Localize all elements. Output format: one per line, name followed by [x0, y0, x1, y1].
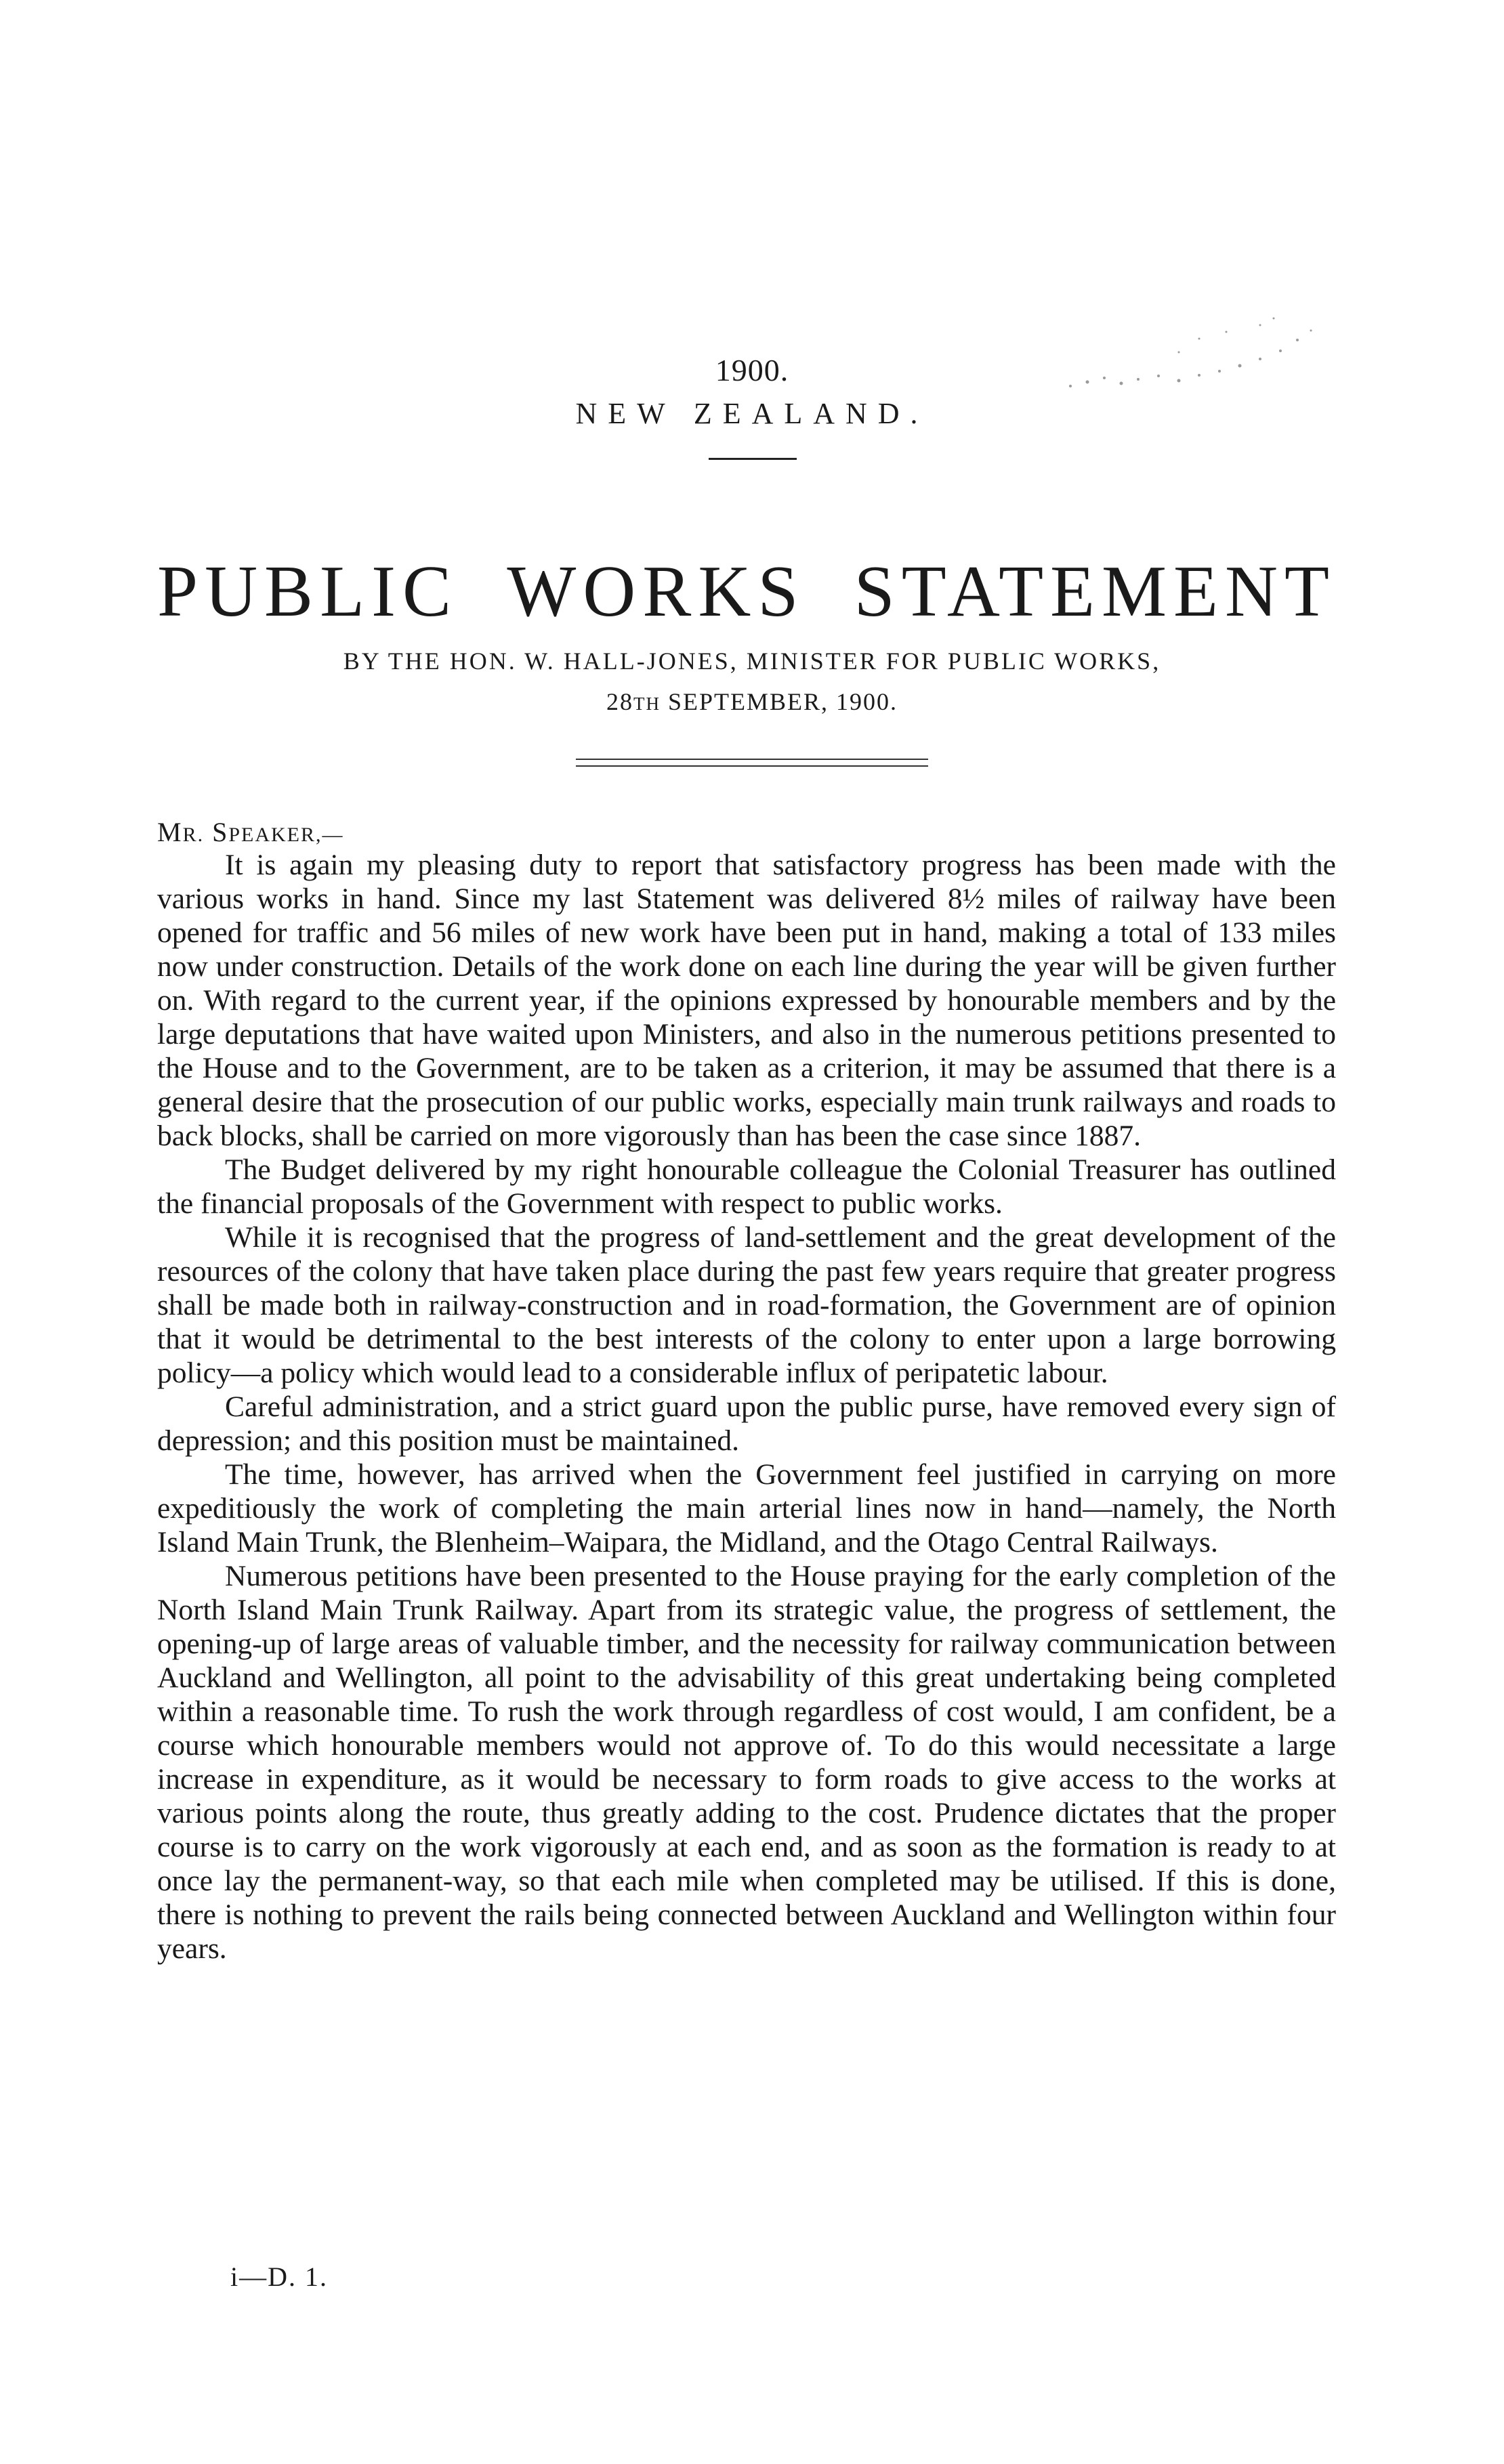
country-heading: NEW ZEALAND.	[575, 397, 929, 430]
document-year: 1900.	[715, 353, 789, 387]
title-word-public: PUBLIC	[157, 551, 459, 632]
statement-body	[157, 848, 1336, 1966]
main-title	[157, 551, 1336, 632]
date-suffix: TH	[633, 694, 661, 714]
dateline	[0, 687, 1504, 716]
section-divider	[576, 759, 928, 767]
salutation-m: M	[157, 817, 183, 847]
paragraph: Numerous petitions have been presented to the House praying for the early completion of the North Island Main Trunk Railway. Apart from its strategic value, the progress of settlement, the opening-up of large areas of valuable timber, and the necessity for railway communication between Auckland and Wellington, all point to the advisability of this great undertaking being completed within a reasonable time. To rush the work through regardless of cost would, I am confident, be a course which honourable members would not approve of. To do this would necessitate a large increase in expenditure, as it would be necessary to form roads to give access to the works at various points along the route, thus greatly adding to the cost. Prudence dictates that the proper course is to carry on the work vigorously at each end, and as soon as the formation is ready to at once lay the permanent-way, so that each mile when completed may be utilised. If this is done, there is nothing to prevent the rails being connected between Auckland and Wellington within four years.	[157, 1560, 1336, 1965]
salutation-r: R.	[182, 824, 205, 846]
paragraph: The Budget delivered by my right honourable colleague the Colonial Treasurer has outlined the financial proposals of the Government with respect to public works.	[157, 1153, 1336, 1220]
salutation-s: S	[212, 817, 229, 847]
salutation	[157, 816, 344, 848]
paragraph: The time, however, has arrived when the Government feel justified in carrying on more expeditiously the work of completing the main arterial lines now in hand—namely, the North Island Main Trunk, the Blenheim–Waipara, the Midland, and the Otago Central Railways.	[157, 1458, 1336, 1558]
page-signature-mark: i—D. 1.	[230, 2261, 328, 2292]
paragraph: Careful administration, and a strict guard upon the public purse, have removed every sign of depression; and this position must be maintained.	[157, 1390, 1336, 1457]
title-word-statement: STATEMENT	[854, 551, 1336, 632]
paragraph: While it is recognised that the progress of land-settlement and the great development of the resources of the colony that have taken place during the past few years require that greater progress shall be made both in railway-construction and in road-formation, the Government are of opinion that it would be detrimental to the best interests of the colony to enter upon a large borrowing policy—a policy which would lead to a considerable influx of peripatetic labour.	[157, 1221, 1336, 1389]
date-day: 28	[606, 688, 633, 715]
title-word-works: WORKS	[507, 551, 806, 632]
date-rest: SEPTEMBER, 1900.	[667, 688, 898, 715]
paragraph: It is again my pleasing duty to report that satisfactory progress has been made with the various works in hand. Since my last Statement was delivered 8½ miles of railway have been opened for traffic and 56 miles of new work have been put in hand, making a total of 133 miles now under construction. Details of the work done on each line during the year will be given further on. With regard to the current year, if the opinions expressed by honourable members and by the large deputations that have waited upon Ministers, and also in the numerous petitions presented to the House and to the Government, are to be taken as a criterion, it may be assumed that there is a general desire that the prosecution of our public works, especially main trunk railways and roads to back blocks, shall be carried on more vigorously than has been the case since 1887.	[157, 849, 1336, 1152]
header-rule	[709, 458, 797, 460]
salutation-rest: PEAKER,—	[228, 824, 344, 846]
byline: BY THE HON. W. HALL-JONES, MINISTER FOR PUBLIC WORKS,	[343, 647, 1161, 675]
